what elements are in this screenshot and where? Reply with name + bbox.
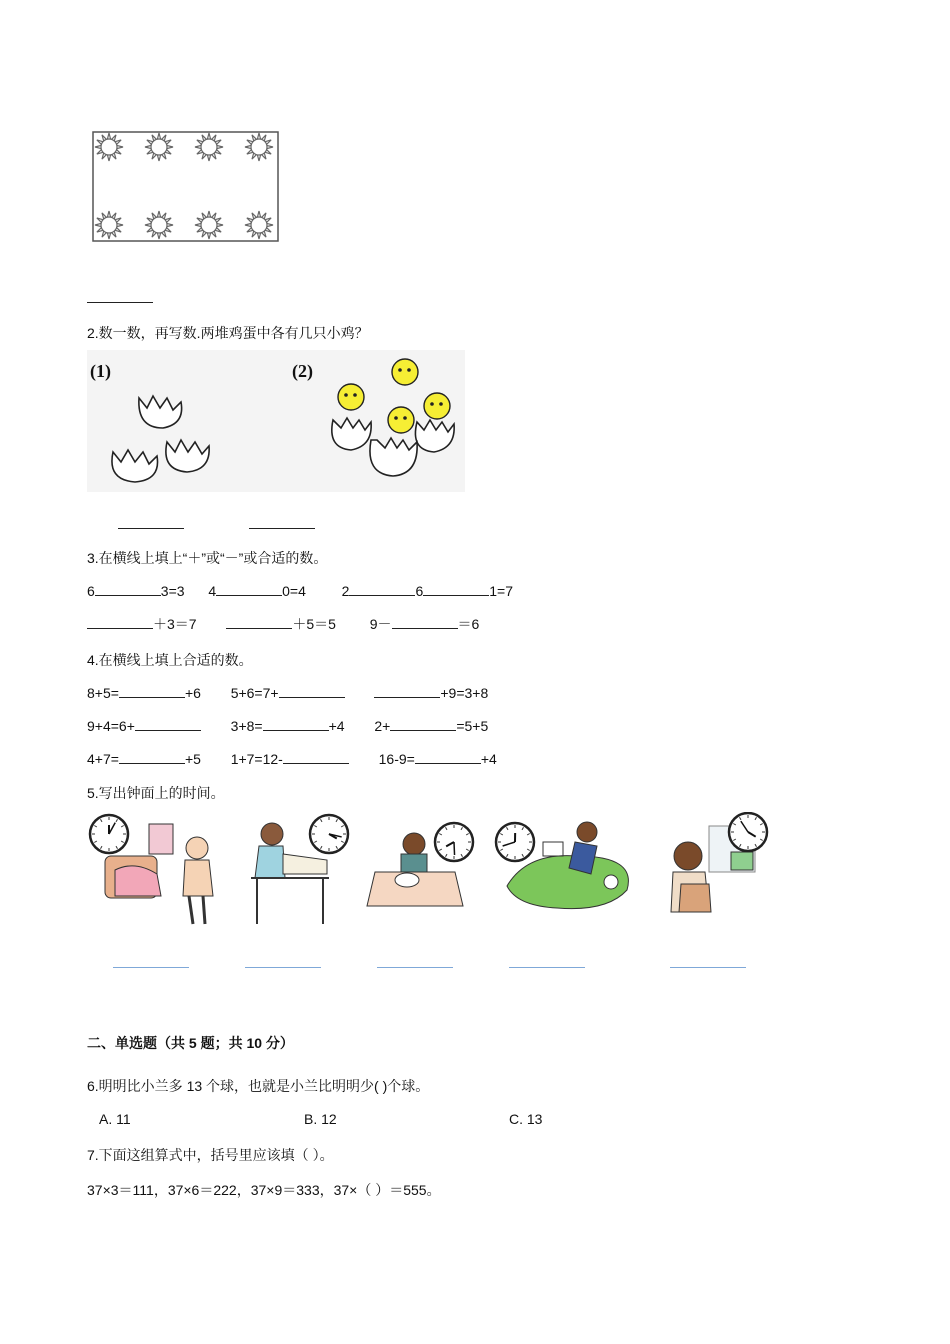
q6-question: 6.明明比小兰多 13 个球，也就是小兰比明明少( )个球。 xyxy=(87,1078,430,1094)
q4-r2-c1: 2+ xyxy=(374,718,391,734)
q3-r1-c1: 2 xyxy=(341,583,350,599)
q3-r1-blank-c[interactable] xyxy=(349,581,415,596)
clock-icon xyxy=(496,823,534,861)
q4-r2-c2: =5+5 xyxy=(456,718,489,734)
q5-question: 5.写出钟面上的时间。 xyxy=(87,785,225,801)
q6-option-a[interactable]: A. 11 xyxy=(99,1111,131,1127)
q4-row-3 xyxy=(87,749,497,767)
clock-icon xyxy=(435,823,473,861)
q4-r3-b1: 1+7=12- xyxy=(230,751,283,767)
q4-r2-a1: 9+4=6+ xyxy=(87,718,135,734)
q2-answer-2-blank[interactable] xyxy=(249,514,315,529)
q3-r1-b1: 4 xyxy=(208,583,217,599)
q3-r2-b: ＋5＝5 xyxy=(292,616,336,632)
q7-question: 7.下面这组算式中，括号里应该填（ ）。 xyxy=(87,1147,334,1163)
q3-r1-blank-a[interactable] xyxy=(95,581,161,596)
clock-scenes-figure xyxy=(87,812,777,932)
q6-option-b[interactable]: B. 12 xyxy=(304,1111,337,1127)
label-2: (2) xyxy=(292,361,313,381)
q4-r1-a1: 8+5= xyxy=(87,685,119,701)
q3-row-1 xyxy=(87,581,513,599)
q4-r2-blank-a[interactable] xyxy=(135,716,201,731)
clock-icon xyxy=(729,813,767,851)
q4-row-2 xyxy=(87,716,488,734)
q4-question: 4.在横线上填上合适的数。 xyxy=(87,652,253,668)
q4-r2-b1: 3+8= xyxy=(230,718,263,734)
q3-r2-blank-a[interactable] xyxy=(87,614,153,629)
q4-r3-c1: 16-9= xyxy=(378,751,415,767)
q3-r1-blank-b[interactable] xyxy=(216,581,282,596)
q4-r1-blank-c[interactable] xyxy=(374,683,440,698)
q2-question: 2.数一数，再写数.两堆鸡蛋中各有几只小鸡？ xyxy=(87,325,369,341)
q4-r3-blank-b[interactable] xyxy=(283,749,349,764)
q3-r1-c2: 6 xyxy=(415,583,424,599)
q4-r1-b1: 5+6=7+ xyxy=(230,685,279,701)
q3-r1-a1: 6 xyxy=(87,583,95,599)
q4-r3-blank-c[interactable] xyxy=(415,749,481,764)
q3-r2-a: ＋3＝7 xyxy=(153,616,197,632)
q3-r1-blank-d[interactable] xyxy=(423,581,489,596)
q3-row-2 xyxy=(87,614,479,634)
q3-question: 3.在横线上填上“＋”或“－”或合适的数。 xyxy=(87,550,328,566)
q5-answer-1-blank[interactable] xyxy=(113,966,189,968)
q3-r2-c2: ＝6 xyxy=(457,616,480,632)
q3-r2-blank-c[interactable] xyxy=(392,614,458,629)
q3-r1-b2: 0=4 xyxy=(282,583,306,599)
q1-answer-blank[interactable] xyxy=(87,288,153,303)
q2-answer-1-blank[interactable] xyxy=(118,514,184,529)
q3-r2-blank-b[interactable] xyxy=(226,614,292,629)
q4-r3-a1: 4+7= xyxy=(87,751,119,767)
q4-r1-c2: +9=3+8 xyxy=(440,685,489,701)
q4-r2-blank-c[interactable] xyxy=(390,716,456,731)
q4-r2-blank-b[interactable] xyxy=(263,716,329,731)
clock-icon xyxy=(310,815,348,853)
q3-r1-a2: 3=3 xyxy=(160,583,185,599)
q6-option-c[interactable]: C. 13 xyxy=(509,1111,543,1127)
q4-r1-blank-b[interactable] xyxy=(279,683,345,698)
q5-answer-3-blank[interactable] xyxy=(377,966,453,968)
q3-r1-c3: 1=7 xyxy=(489,583,513,599)
q3-r2-c1: 9－ xyxy=(369,616,392,632)
clock-icon xyxy=(90,815,128,853)
sun-box-figure xyxy=(92,131,280,243)
label-1: (1) xyxy=(90,361,111,381)
q4-r3-c2: +4 xyxy=(480,751,497,767)
q4-row-1 xyxy=(87,683,488,701)
section-title: 二、单选题（共 5 题；共 10 分） xyxy=(87,1035,294,1051)
q5-answer-2-blank[interactable] xyxy=(245,966,321,968)
q4-r3-a2: +5 xyxy=(184,751,201,767)
q4-r2-b2: +4 xyxy=(328,718,345,734)
q4-r1-blank-a[interactable] xyxy=(119,683,185,698)
q4-r3-blank-a[interactable] xyxy=(119,749,185,764)
q7-expression: 37×3＝111，37×6＝222，37×9＝333，37×（ ）＝555。 xyxy=(87,1182,441,1198)
q5-answer-4-blank[interactable] xyxy=(509,966,585,968)
q5-answer-5-blank[interactable] xyxy=(670,966,746,968)
q4-r1-a2: +6 xyxy=(184,685,201,701)
chick-eggs-figure xyxy=(87,350,465,492)
